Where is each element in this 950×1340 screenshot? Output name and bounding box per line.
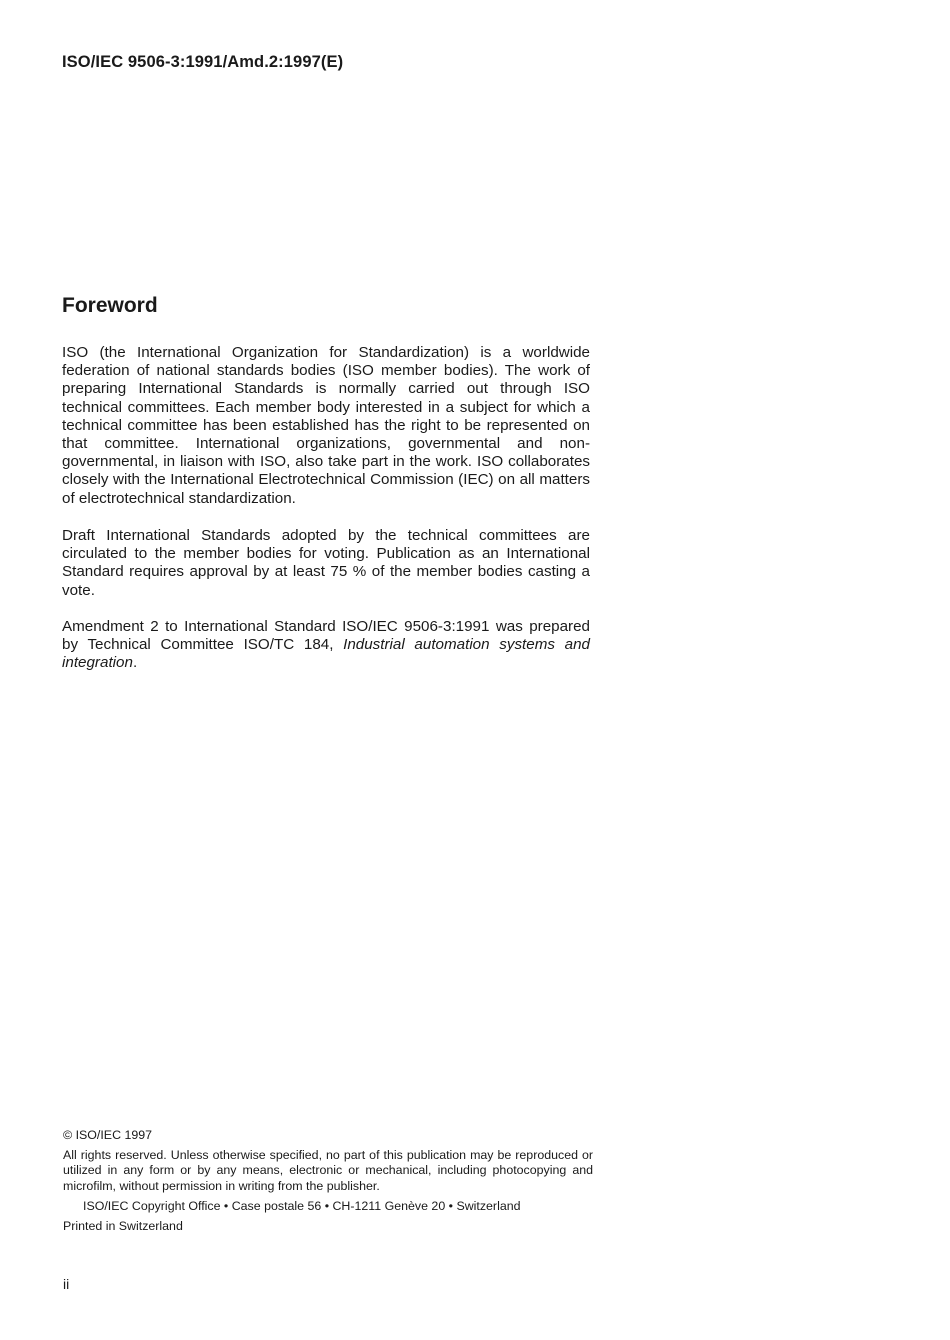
foreword-heading: Foreword: [62, 294, 158, 317]
committee-title-italic: Industrial automation systems and integration: [62, 636, 590, 672]
copyright-notice: © ISO/IEC 1997: [63, 1128, 153, 1142]
foreword-paragraph-1: ISO (the International Organization for Standardization) is a worldwide federation of national standards bodies (ISO member bodies). The work of preparing International Standards is normally carried out through ISO technical committees. Each member body interested in a subject for which a technical committee has been established has the right to be represented on that committee. International organizations, governmental and non-governmental, in liaison with ISO, also take part in the work. ISO collaborates closely with the International Electrotechnical Commission (IEC) on all matters of electrotechnical standardization.: [62, 344, 590, 507]
copyright-block: [63, 1128, 593, 1234]
foreword-paragraph-3: [62, 618, 590, 673]
foreword-paragraph-2: Draft International Standards adopted by the technical committees are circulated to the member bodies for voting. Publication as an International Standard requires approval by at least 75 % of the member bodies casting a vote.: [62, 527, 590, 599]
page-number: ii: [63, 1276, 70, 1292]
rights-statement: All rights reserved. Unless otherwise specified, no part of this publication may be reproduced or utilized in any form or by any means, electronic or mechanical, including photocopying and microfilm, without permission in writing from the publisher.: [63, 1148, 593, 1193]
document-identifier: ISO/IEC 9506-3:1991/Amd.2:1997(E): [62, 53, 344, 71]
printed-in-notice: Printed in Switzerland: [63, 1219, 183, 1234]
paragraph-3-end: .: [132, 654, 138, 672]
copyright-office-address: ISO/IEC Copyright Office • Case postale 56 • CH-1211 Genève 20 • Switzerland: [83, 1198, 521, 1213]
paragraph-3-text: Amendment 2 to International Standard ISO/IEC 9506-3:1991 was prepared by Technical Committee ISO/TC 184,: [62, 618, 590, 654]
